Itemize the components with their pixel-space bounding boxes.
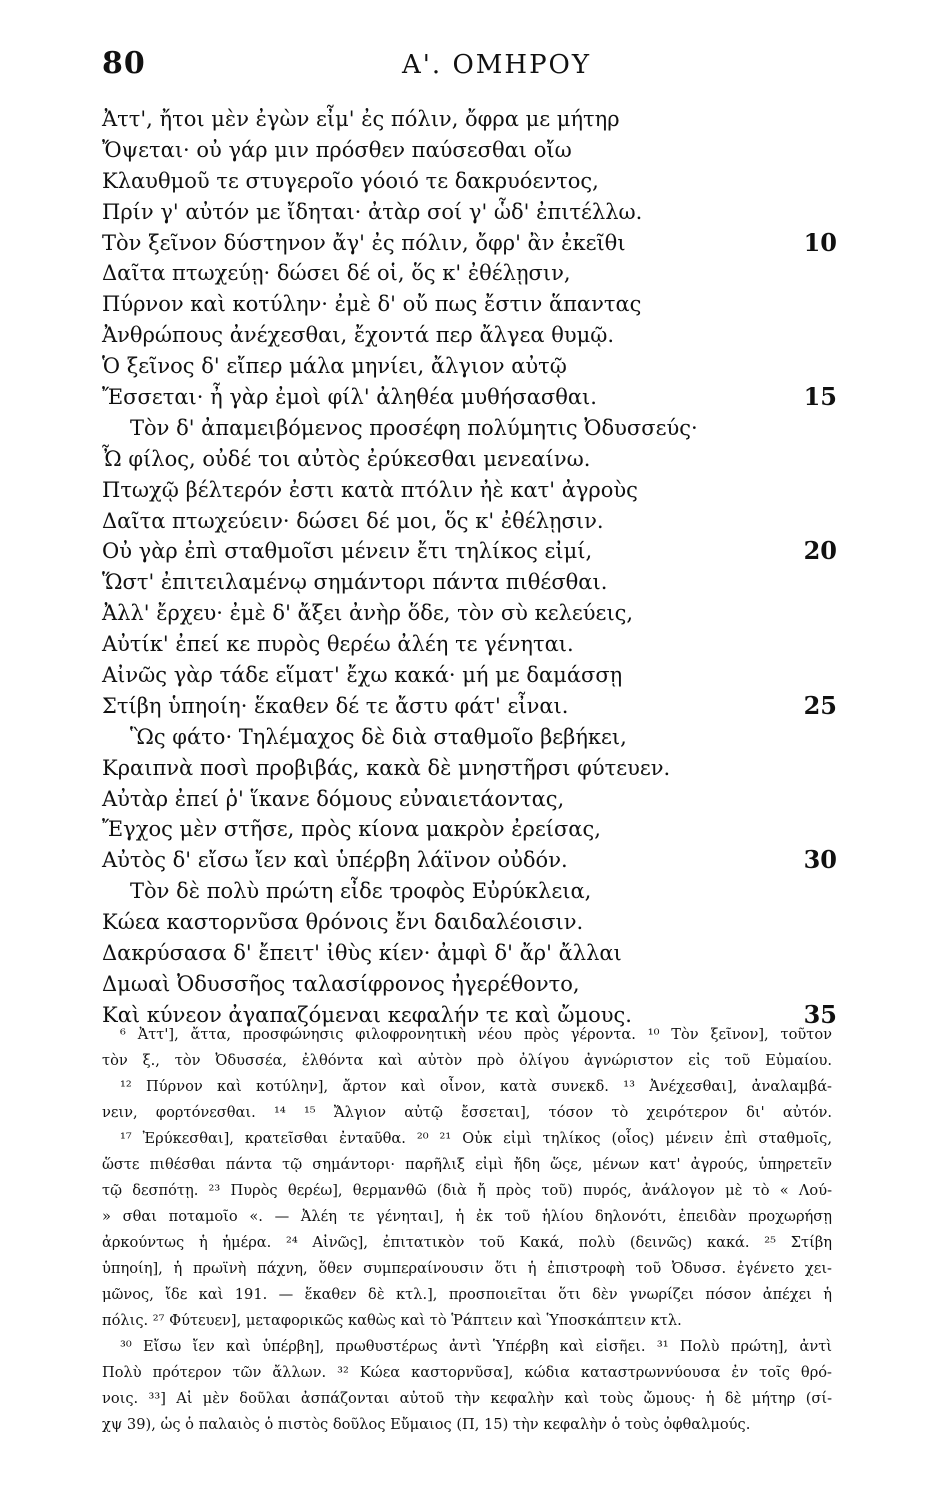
verse-line	[102, 135, 837, 166]
verse-text: Ἔσσεται· ἦ γὰρ ἐμοὶ φίλ' ἀληθέα μυθήσασθαι.	[102, 385, 597, 410]
line-number: 15	[803, 382, 837, 412]
verse-line	[102, 104, 837, 135]
verse-text: Πρίν γ' αὐτόν με ἴδηται· ἀτὰρ σοί γ' ὧδ' ἐπιτέλλω.	[102, 199, 643, 224]
verse-line	[102, 197, 837, 228]
page-header	[102, 46, 832, 86]
footnote-line: ³⁰ Εἴσω ἴεν καὶ ὑπέρβη], πρωθυστέρως ἀντὶ Ὑπέρβη καὶ εἰσῆει. ³¹ Πολὺ πρώτη], ἀντὶ	[120, 1338, 832, 1355]
verse-line	[102, 969, 837, 1000]
verse-text: Κλαυθμοῦ τε στυγεροῖο γόοιό τε δακρυόεντος,	[102, 168, 599, 193]
footnote-line: μῶνος, ἴδε καὶ 191. — ἕκαθεν δὲ κτλ.], προσποιεῖται ὅτι δὲν γνωρίζει πόσον ἀπέχει ἡ	[102, 1286, 832, 1303]
verse-line	[102, 845, 837, 876]
verse-text: Ἀττ', ἤτοι μὲν ἐγὼν εἶμ' ἐς πόλιν, ὄφρα με μήτηρ	[102, 107, 620, 131]
footnote-line: ἀρκούντως ἡ ἡμέρα. ²⁴ Αἰνῶς], ἐπιτατικὸν τοῦ Κακά, πολὺ (δεινῶς) κακά. ²⁵ Στίβη	[102, 1234, 832, 1251]
verse-line	[102, 629, 837, 660]
verse-text: Ἀλλ' ἔρχευ· ἐμὲ δ' ἄξει ἀνὴρ ὅδε, τὸν σὺ κελεύεις,	[102, 601, 634, 626]
verse-text: Ἀνθρώπους ἀνέχεσθαι, ἔχοντά περ ἄλγεα θυμῷ.	[102, 323, 615, 348]
verse-line	[102, 258, 837, 289]
verse-text: Δαῖτα πτωχεύειν· δώσει δέ μοι, ὅς κ' ἐθέλῃσιν.	[102, 508, 604, 533]
verse-text: Δακρύσασα δ' ἔπειτ' ἰθὺς κίεν· ἀμφὶ δ' ἄρ' ἄλλαι	[102, 941, 622, 966]
verse-text: Ὣς φάτο· Τηλέμαχος δὲ διὰ σταθμοῖο βεβήκει,	[130, 724, 627, 749]
verse-line	[102, 722, 837, 753]
footnote-line: ὑπηοίη], ἡ πρωϊνὴ πάχνη, ὅθεν συμπεραίνουσιν ὅτι ἡ ἐπιστροφὴ τοῦ Ὀδυσσ. ἐγένετο χει-	[102, 1260, 832, 1277]
verse-line	[102, 166, 837, 197]
verse-text: Αὐτίκ' ἐπεί κε πυρὸς θερέω ἀλέη τε γένηται.	[102, 632, 574, 657]
verse-line	[102, 413, 837, 444]
verse-line	[102, 876, 837, 907]
verse-line	[102, 784, 837, 815]
footnote-line: τὸν ξ., τὸν Ὀδυσσέα, ἐλθόντα καὶ αὐτὸν πρὸ ὀλίγου ἀγνώριστον εἰς τοῦ Εὐμαίου.	[102, 1052, 832, 1069]
verse-line	[102, 228, 837, 259]
verse-line	[102, 536, 837, 567]
line-number: 10	[803, 227, 837, 257]
verse-text: Αὐτὰρ ἐπεί ῥ' ἵκανε δόμους εὐναιετάοντας,	[102, 786, 565, 811]
footnote-line: ¹² Πύρνον καὶ κοτύλην], ἄρτον καὶ οἶνον, κατὰ συνεκδ. ¹³ Ἀνέχεσθαι], ἀναλαμβά-	[120, 1078, 832, 1095]
line-number: 25	[803, 690, 837, 720]
verse-text: Κραιπνὰ ποσὶ προβιβάς, κακὰ δὲ μνηστῆρσι φύτευεν.	[102, 755, 671, 780]
footnote-line: Πολὺ πρότερον τῶν ἄλλων. ³² Κώεα καστορνῦσα], κώδια καταστρωννύουσα ἐν τοῖς θρό-	[102, 1364, 832, 1381]
verse-text: Αἰνῶς γὰρ τάδε εἵματ' ἔχω κακά· μή με δαμάσσῃ	[102, 663, 623, 688]
footnote-line: τῷ δεσπότῃ. ²³ Πυρὸς θερέω], θερμανθῶ (διὰ ἤ πρὸς τοῦ) πυρός, ἀνάλογον μὲ τὸ « Λού-	[102, 1182, 832, 1199]
verse-block	[102, 104, 837, 1031]
running-head: Α'. ΟΜΗΡΟΥ	[402, 50, 592, 80]
verse-text: Ἔγχος μὲν στῆσε, πρὸς κίονα μακρὸν ἐρείσας,	[102, 817, 601, 842]
verse-line	[102, 444, 837, 475]
verse-line	[102, 506, 837, 537]
verse-line	[102, 691, 837, 722]
verse-text: Ὄψεται· οὐ γάρ μιν πρόσθεν παύσεσθαι οἴω	[102, 137, 572, 162]
verse-text: Καὶ κύνεον ἀγαπαζόμεναι κεφαλήν τε καὶ ὤμους.	[102, 1002, 632, 1027]
verse-line	[102, 753, 837, 784]
verse-text: Τὸν δὲ πολὺ πρώτη εἶδε τροφὸς Εὐρύκλεια,	[130, 879, 592, 904]
verse-line	[102, 289, 837, 320]
verse-text: Ὁ ξεῖνος δ' εἴπερ μάλα μηνίει, ἄλγιον αὐτῷ	[102, 354, 567, 379]
verse-text: Ὦ φίλος, οὐδέ τοι αὐτὸς ἐρύκεσθαι μενεαίνω.	[102, 446, 591, 471]
verse-text: Τὸν δ' ἀπαμειβόμενος προσέφη πολύμητις Ὀδυσσεύς·	[130, 415, 698, 440]
verse-text: Στίβη ὑπηοίη· ἕκαθεν δέ τε ἄστυ φάτ' εἶναι.	[102, 693, 569, 718]
footnote-line: πόλις. ²⁷ Φύτευεν], μεταφορικῶς καθὼς καὶ τὸ Ῥάπτειν καὶ Ὑποσκάπτειν κτλ.	[102, 1312, 682, 1329]
footnotes-block	[102, 1022, 832, 1438]
footnote-line: ¹⁷ Ἐρύκεσθαι], κρατεῖσθαι ἐνταῦθα. ²⁰ ²¹ Οὐκ εἰμὶ τηλίκος (οἷος) μένειν ἐπὶ σταθμοῖς,	[120, 1130, 832, 1147]
verse-text: Τὸν ξεῖνον δύστηνον ἄγ' ἐς πόλιν, ὄφρ' ἂν ἐκεῖθι	[102, 230, 626, 255]
verse-text: Οὐ γὰρ ἐπὶ σταθμοῖσι μένειν ἔτι τηλίκος εἰμί,	[102, 539, 593, 564]
verse-line	[102, 660, 837, 691]
verse-line	[102, 567, 837, 598]
footnote-line: ὥστε πιθέσθαι πάντα τῷ σημάντορι· παρῆλιξ εἰμὶ ἤδη ὥςε, μένων κατ' ἀγρούς, ὑπηρετεῖν	[102, 1156, 832, 1173]
verse-line	[102, 907, 837, 938]
verse-line	[102, 598, 837, 629]
line-number: 20	[803, 536, 837, 566]
footnote-line: νειν, φορτόνεσθαι. ¹⁴ ¹⁵ Ἄλγιον αὐτῷ ἔσσεται], τόσον τὸ χειρότερον δι' αὐτόν.	[102, 1104, 832, 1121]
verse-line	[102, 320, 837, 351]
verse-text: Κώεα καστορνῦσα θρόνοις ἔνι δαιδαλέοισιν.	[102, 910, 584, 935]
verse-text: Αὐτὸς δ' εἴσω ἴεν καὶ ὑπέρβη λάϊνον οὐδόν.	[102, 848, 568, 873]
line-number: 30	[803, 845, 837, 875]
footnote-line: νοις. ³³] Αἱ μὲν δοῦλαι ἀσπάζονται αὐτοῦ τὴν κεφαλὴν καὶ τοὺς ὤμους· ἡ δὲ μήτηρ (σί-	[102, 1390, 832, 1407]
verse-line	[102, 351, 837, 382]
verse-text: Ὥστ' ἐπιτειλαμένῳ σημάντορι πάντα πιθέσθαι.	[102, 570, 608, 595]
verse-line	[102, 814, 837, 845]
line-number: 35	[803, 999, 837, 1029]
verse-text: Δαῖτα πτωχεύῃ· δώσει δέ οἱ, ὅς κ' ἐθέλῃσιν,	[102, 261, 571, 286]
footnote-line: » σθαι ποταμοῖο «. — Ἀλέη τε γένηται], ἡ ἐκ τοῦ ἡλίου δηλονότι, ἐπειδὰν προχωρήσῃ	[102, 1208, 832, 1225]
verse-line	[102, 475, 837, 506]
footnote-line: ⁶ Ἀττ'], ἄττα, προσφώνησις φιλοφρονητικὴ νέου πρὸς γέροντα. ¹⁰ Τὸν ξεῖνον], τοῦτον	[120, 1026, 832, 1043]
verse-line	[102, 938, 837, 969]
page-number: 80	[102, 46, 146, 81]
verse-text: Πτωχῷ βέλτερόν ἐστι κατὰ πτόλιν ἠὲ κατ' ἀγροὺς	[102, 477, 638, 502]
verse-text: Δμωαὶ Ὀδυσσῆος ταλασίφρονος ἠγερέθοντο,	[102, 971, 580, 996]
verse-line	[102, 382, 837, 413]
footnote-line: χψ 39), ὡς ὁ παλαιὸς ὁ πιστὸς δοῦλος Εὔμαιος (Π, 15) τὴν κεφαλὴν ὁ τοὺς ὀφθαλμούς.	[102, 1416, 751, 1433]
verse-text: Πύρνον καὶ κοτύλην· ἐμὲ δ' οὔ πως ἔστιν ἅπαντας	[102, 292, 642, 317]
